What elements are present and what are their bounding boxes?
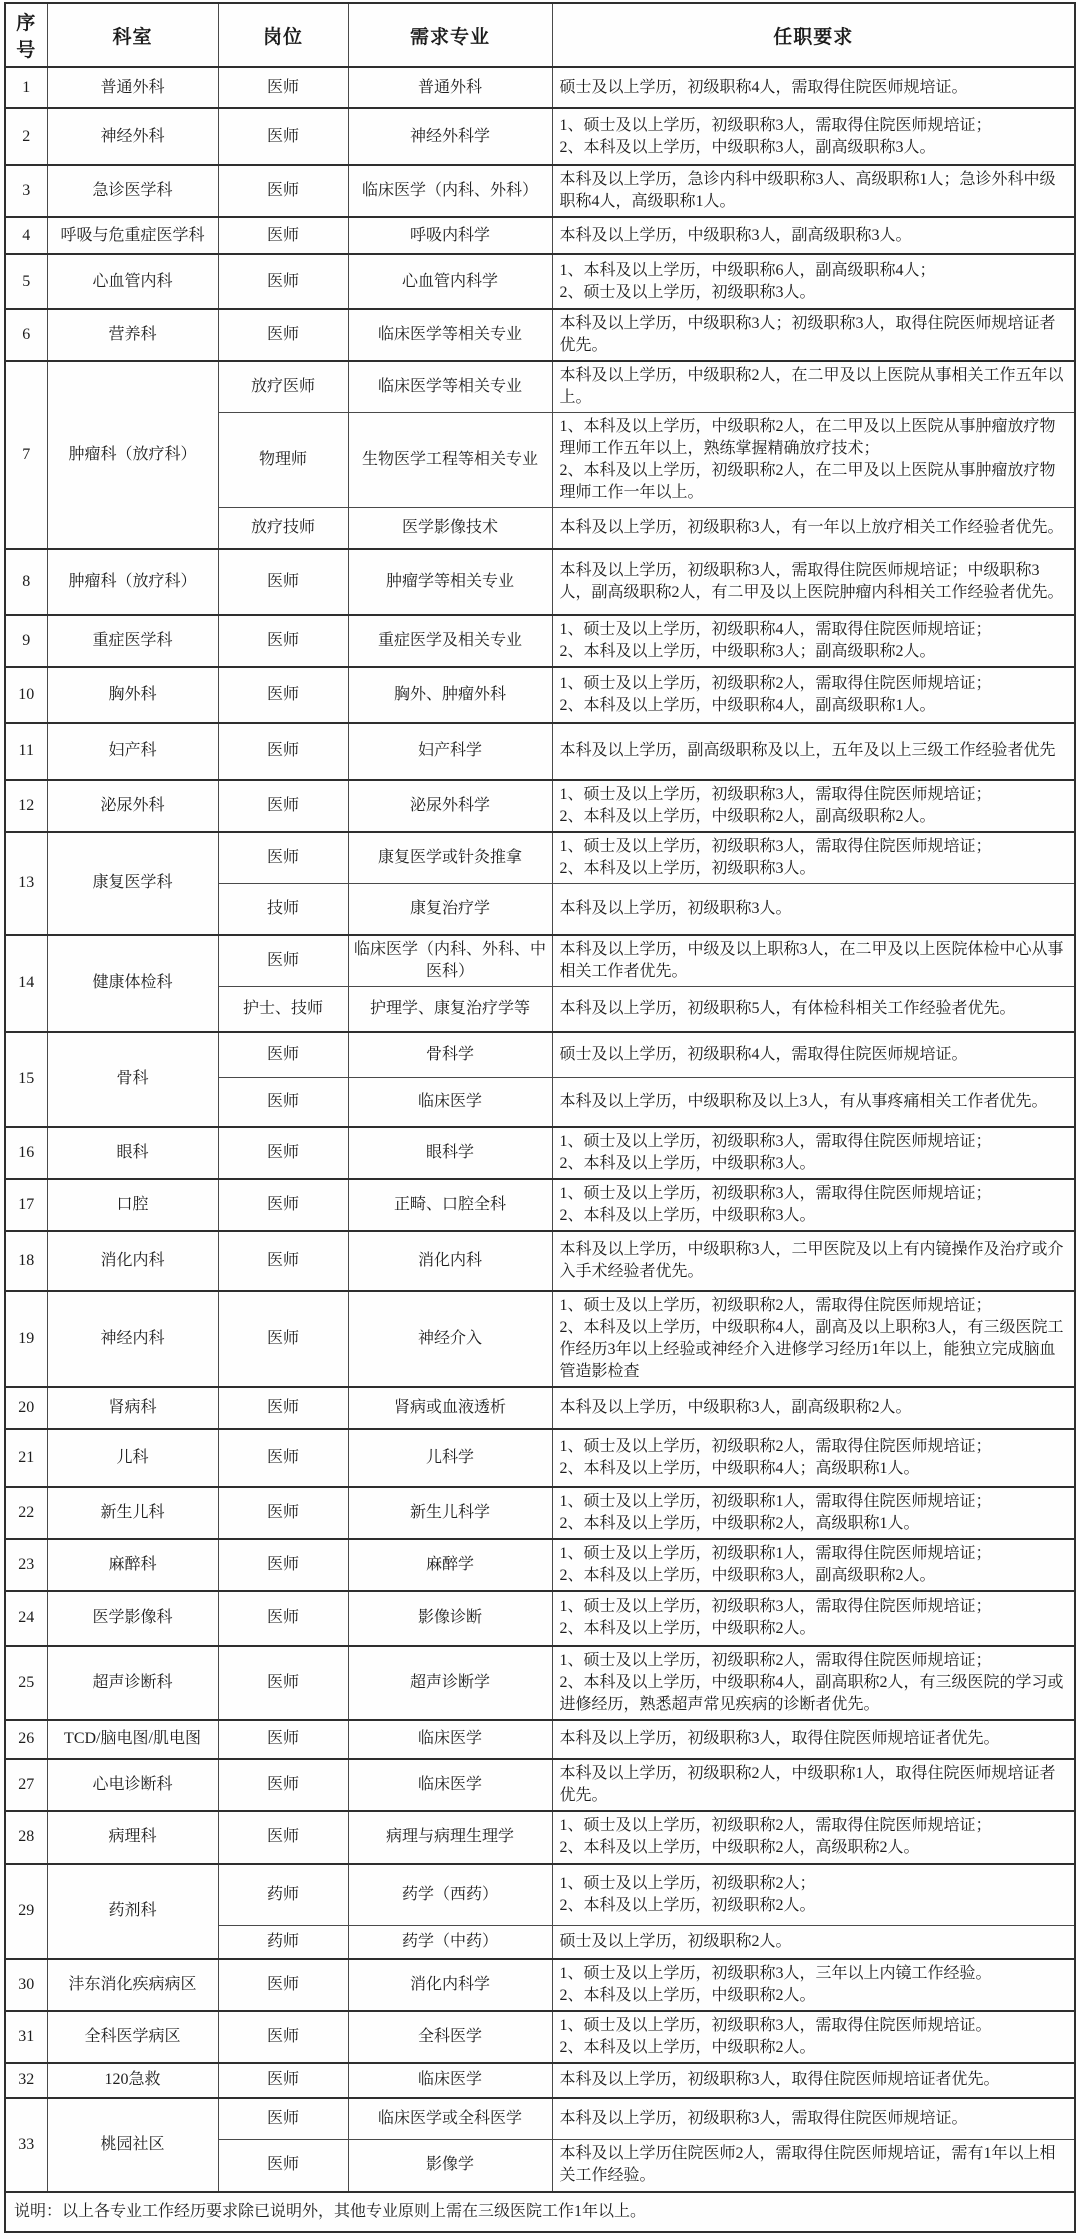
post-cell: 放疗技师 bbox=[218, 508, 348, 549]
requirement-cell bbox=[552, 108, 1075, 165]
requirement-cell bbox=[552, 1429, 1075, 1487]
row-number-cell: 23 bbox=[5, 1539, 47, 1591]
requirement-cell bbox=[552, 1926, 1075, 1959]
table-row bbox=[5, 1032, 1075, 1078]
note-row bbox=[5, 2192, 1075, 2232]
requirement-line: 1、硕士及以上学历，初级职称3人，需取得住院医师规培证； bbox=[559, 1184, 992, 1202]
row-number-cell: 3 bbox=[5, 165, 47, 217]
post-cell: 医师 bbox=[218, 67, 348, 108]
requirement-cell bbox=[552, 217, 1075, 254]
requirement-line: 本科及以上学历，初级职称5人，有体检科相关工作经验者优先。 bbox=[559, 999, 1016, 1017]
table-row bbox=[5, 1759, 1075, 1811]
post-cell: 物理师 bbox=[218, 413, 348, 508]
table-row bbox=[5, 1179, 1075, 1231]
major-cell: 病理与病理生理学 bbox=[348, 1811, 552, 1864]
table-row bbox=[5, 309, 1075, 361]
department-cell: 骨科 bbox=[47, 1032, 218, 1127]
requirement-line: 本科及以上学历，中级职称2人，在二甲及以上医院从事相关工作五年以上。 bbox=[559, 367, 1064, 406]
requirement-cell bbox=[552, 67, 1075, 108]
requirement-line: 本科及以上学历住院医师2人，需取得住院医师规培证，需有1年以上相关工作经验。 bbox=[559, 2145, 1056, 2185]
post-cell: 医师 bbox=[218, 1032, 348, 1078]
department-cell: 肿瘤科（放疗科） bbox=[47, 549, 218, 615]
requirement-cell bbox=[552, 2011, 1075, 2063]
department-cell: 重症医学科 bbox=[47, 615, 218, 667]
requirement-cell bbox=[552, 1078, 1075, 1127]
table-row bbox=[5, 254, 1075, 309]
major-cell: 医学影像技术 bbox=[348, 508, 552, 549]
department-cell: 新生儿科 bbox=[47, 1487, 218, 1539]
major-cell: 临床医学 bbox=[348, 1759, 552, 1811]
requirement-line: 本科及以上学历，初级职称3人，取得住院医师规培证者优先。 bbox=[559, 2071, 1000, 2088]
requirement-line: 2、本科及以上学历，中级职称4人，副高职称2人，有三级医院的学习或进修经历，熟悉超声常见疾病的诊断者优先。 bbox=[559, 1673, 1064, 1713]
post-cell: 药师 bbox=[218, 1926, 348, 1959]
major-cell: 儿科学 bbox=[348, 1429, 552, 1487]
row-number-cell: 28 bbox=[5, 1811, 47, 1864]
table-row bbox=[5, 935, 1075, 987]
header-post: 岗位 bbox=[218, 3, 348, 67]
post-cell: 医师 bbox=[218, 1179, 348, 1231]
requirement-cell bbox=[552, 1291, 1075, 1387]
requirement-cell bbox=[552, 254, 1075, 309]
post-cell: 医师 bbox=[218, 1591, 348, 1646]
requirement-line: 本科及以上学历，初级职称3人，有一年以上放疗相关工作经验者优先。 bbox=[559, 518, 1064, 536]
requirement-cell bbox=[552, 832, 1075, 884]
department-cell: 儿科 bbox=[47, 1429, 218, 1487]
major-cell: 眼科学 bbox=[348, 1127, 552, 1179]
requirement-cell bbox=[552, 1179, 1075, 1231]
row-number-cell: 4 bbox=[5, 217, 47, 254]
major-cell: 神经外科学 bbox=[348, 108, 552, 165]
major-cell: 肿瘤学等相关专业 bbox=[348, 549, 552, 615]
department-cell: 超声诊断科 bbox=[47, 1646, 218, 1720]
major-cell: 护理学、康复治疗学等 bbox=[348, 987, 552, 1032]
row-number-cell: 22 bbox=[5, 1487, 47, 1539]
requirement-line: 2、本科及以上学历，中级职称3人。 bbox=[559, 1206, 816, 1224]
department-cell: 心血管内科 bbox=[47, 254, 218, 309]
department-cell: 呼吸与危重症医学科 bbox=[47, 217, 218, 254]
row-number-cell: 14 bbox=[5, 935, 47, 1032]
row-number-cell: 20 bbox=[5, 1387, 47, 1429]
department-cell: 120急救 bbox=[47, 2063, 218, 2098]
row-number-cell: 29 bbox=[5, 1864, 47, 1959]
major-cell: 临床医学（内科、外科、中医科） bbox=[348, 935, 552, 987]
requirement-cell bbox=[552, 723, 1075, 780]
requirement-line: 本科及以上学历，初级职称3人。 bbox=[559, 899, 792, 917]
header-dept: 科室 bbox=[47, 3, 218, 67]
requirement-line: 1、硕士及以上学历，初级职称3人，需取得住院医师规培证； bbox=[559, 1132, 992, 1150]
post-cell: 医师 bbox=[218, 217, 348, 254]
requirement-cell bbox=[552, 1032, 1075, 1078]
major-cell: 药学（西药） bbox=[348, 1864, 552, 1926]
requirement-cell bbox=[552, 1759, 1075, 1811]
major-cell: 新生儿科学 bbox=[348, 1487, 552, 1539]
row-number-cell: 13 bbox=[5, 832, 47, 936]
header-req: 任职要求 bbox=[552, 3, 1075, 67]
post-cell: 医师 bbox=[218, 1387, 348, 1429]
major-cell: 胸外、肿瘤外科 bbox=[348, 667, 552, 723]
major-cell: 妇产科学 bbox=[348, 723, 552, 780]
requirement-cell bbox=[552, 508, 1075, 549]
table-row bbox=[5, 615, 1075, 667]
row-number-cell: 26 bbox=[5, 1720, 47, 1759]
department-cell: 心电诊断科 bbox=[47, 1759, 218, 1811]
department-cell: 口腔 bbox=[47, 1179, 218, 1231]
post-cell: 医师 bbox=[218, 1429, 348, 1487]
requirement-line: 本科及以上学历，初级职称3人，取得住院医师规培证者优先。 bbox=[559, 1730, 1000, 1747]
major-cell: 临床医学 bbox=[348, 1078, 552, 1127]
major-cell: 骨科学 bbox=[348, 1032, 552, 1078]
requirement-cell bbox=[552, 667, 1075, 723]
header-major: 需求专业 bbox=[348, 3, 552, 67]
requirement-line: 本科及以上学历，初级职称3人，需取得住院医师规培证。 bbox=[559, 2109, 968, 2127]
major-cell: 全科医学 bbox=[348, 2011, 552, 2063]
table-row bbox=[5, 1591, 1075, 1646]
requirement-line: 1、硕士及以上学历，初级职称3人，需取得住院医师规培证； bbox=[559, 785, 992, 803]
requirement-line: 1、本科及以上学历，中级职称2人，在二甲及以上医院从事肿瘤放疗物理师工作五年以上，熟练掌握精确放疗技术； bbox=[559, 418, 1056, 457]
table-row bbox=[5, 723, 1075, 780]
post-cell: 医师 bbox=[218, 1487, 348, 1539]
requirement-cell bbox=[552, 361, 1075, 413]
requirement-cell bbox=[552, 1487, 1075, 1539]
requirement-line: 本科及以上学历，副高级职称及以上，五年及以上三级工作经验者优先 bbox=[559, 742, 1056, 759]
requirement-line: 2、硕士及以上学历，初级职称3人。 bbox=[559, 283, 816, 301]
requirement-line: 2、本科及以上学历，中级职称2人。 bbox=[559, 1986, 816, 2004]
requirement-cell bbox=[552, 935, 1075, 987]
post-cell: 医师 bbox=[218, 1646, 348, 1720]
major-cell: 影像学 bbox=[348, 2140, 552, 2192]
major-cell: 消化内科 bbox=[348, 1231, 552, 1291]
requirement-cell bbox=[552, 2063, 1075, 2098]
major-cell: 神经介入 bbox=[348, 1291, 552, 1387]
major-cell: 肾病或血液透析 bbox=[348, 1387, 552, 1429]
post-cell: 医师 bbox=[218, 723, 348, 780]
major-cell: 药学（中药） bbox=[348, 1926, 552, 1959]
requirement-line: 硕士及以上学历，初级职称4人，需取得住院医师规培证。 bbox=[559, 78, 968, 96]
requirement-cell bbox=[552, 309, 1075, 361]
requirement-cell bbox=[552, 1231, 1075, 1291]
requirement-line: 2、本科及以上学历，中级职称2人。 bbox=[559, 2038, 816, 2056]
requirement-line: 2、本科及以上学历，初级职称3人。 bbox=[559, 859, 816, 877]
row-number-cell: 2 bbox=[5, 108, 47, 165]
requirement-line: 本科及以上学历，中级职称3人，副高级职称2人。 bbox=[559, 1398, 912, 1416]
department-cell: 全科医学病区 bbox=[47, 2011, 218, 2063]
major-cell: 康复医学或针灸推拿 bbox=[348, 832, 552, 884]
requirement-line: 本科及以上学历，中级职称及以上3人，有从事疼痛相关工作者优先。 bbox=[559, 1092, 1048, 1110]
requirement-line: 1、本科及以上学历，中级职称6人，副高级职称4人； bbox=[559, 261, 936, 279]
requirement-line: 2、本科及以上学历，中级职称2人。 bbox=[559, 1620, 816, 1637]
row-number-cell: 25 bbox=[5, 1646, 47, 1720]
post-cell: 医师 bbox=[218, 1127, 348, 1179]
major-cell: 临床医学 bbox=[348, 1720, 552, 1759]
major-cell: 生物医学工程等相关专业 bbox=[348, 413, 552, 508]
table-row bbox=[5, 1127, 1075, 1179]
requirement-cell bbox=[552, 2140, 1075, 2192]
table-row bbox=[5, 1387, 1075, 1429]
major-cell: 泌尿外科学 bbox=[348, 780, 552, 832]
requirement-cell bbox=[552, 549, 1075, 615]
major-cell: 正畸、口腔全科 bbox=[348, 1179, 552, 1231]
requirement-cell bbox=[552, 1720, 1075, 1759]
table-row bbox=[5, 1291, 1075, 1387]
requirement-line: 1、硕士及以上学历，初级职称3人，需取得住院医师规培证； bbox=[559, 1598, 992, 1615]
department-cell: 麻醉科 bbox=[47, 1539, 218, 1591]
post-cell: 医师 bbox=[218, 615, 348, 667]
major-cell: 临床医学等相关专业 bbox=[348, 361, 552, 413]
header-row bbox=[5, 3, 1075, 67]
table-row bbox=[5, 108, 1075, 165]
post-cell: 医师 bbox=[218, 780, 348, 832]
row-number-cell: 19 bbox=[5, 1291, 47, 1387]
requirement-line: 2、本科及以上学历，初级职称2人。 bbox=[559, 1896, 816, 1914]
requirement-line: 本科及以上学历，初级职称2人，中级职称1人，取得住院医师规培证者优先。 bbox=[559, 1764, 1056, 1804]
row-number-cell: 6 bbox=[5, 309, 47, 361]
row-number-cell: 10 bbox=[5, 667, 47, 723]
post-cell: 医师 bbox=[218, 1811, 348, 1864]
requirement-cell bbox=[552, 1127, 1075, 1179]
requirement-line: 1、硕士及以上学历，初级职称3人，三年以上内镜工作经验。 bbox=[559, 1964, 992, 1982]
requirement-line: 1、硕士及以上学历，初级职称2人； bbox=[559, 1874, 816, 1892]
department-cell: 胸外科 bbox=[47, 667, 218, 723]
department-cell: 普通外科 bbox=[47, 67, 218, 108]
requirement-line: 1、硕士及以上学历，初级职称1人，需取得住院医师规培证； bbox=[559, 1544, 992, 1562]
major-cell: 临床医学或全科医学 bbox=[348, 2098, 552, 2140]
post-cell: 医师 bbox=[218, 1720, 348, 1759]
requirement-cell bbox=[552, 1811, 1075, 1864]
table-row bbox=[5, 1646, 1075, 1720]
post-cell: 医师 bbox=[218, 667, 348, 723]
row-number-cell: 18 bbox=[5, 1231, 47, 1291]
table-row bbox=[5, 2011, 1075, 2063]
table-row bbox=[5, 1720, 1075, 1759]
row-number-cell: 1 bbox=[5, 67, 47, 108]
table-row bbox=[5, 1231, 1075, 1291]
post-cell: 医师 bbox=[218, 254, 348, 309]
post-cell: 医师 bbox=[218, 1759, 348, 1811]
header-no: 序号 bbox=[5, 3, 47, 67]
requirement-cell bbox=[552, 987, 1075, 1032]
row-number-cell: 24 bbox=[5, 1591, 47, 1646]
requirement-line: 2、本科及以上学历，中级职称4人；高级职称1人。 bbox=[559, 1459, 920, 1477]
major-cell: 临床医学（内科、外科） bbox=[348, 165, 552, 217]
department-cell: 病理科 bbox=[47, 1811, 218, 1864]
department-cell: 医学影像科 bbox=[47, 1591, 218, 1646]
department-cell: 肿瘤科（放疗科） bbox=[47, 361, 218, 549]
requirement-line: 2、本科及以上学历，中级职称2人，高级职称2人。 bbox=[559, 1839, 920, 1856]
table-row bbox=[5, 217, 1075, 254]
major-cell: 超声诊断学 bbox=[348, 1646, 552, 1720]
recruitment-table bbox=[4, 2, 1076, 2233]
post-cell: 放疗医师 bbox=[218, 361, 348, 413]
requirement-line: 1、硕士及以上学历，初级职称3人，需取得住院医师规培证； bbox=[559, 116, 992, 134]
requirement-line: 1、硕士及以上学历，初级职称2人，需取得住院医师规培证； bbox=[559, 1817, 992, 1834]
requirement-cell bbox=[552, 615, 1075, 667]
major-cell: 临床医学 bbox=[348, 2063, 552, 2098]
requirement-cell bbox=[552, 1646, 1075, 1720]
department-cell: 眼科 bbox=[47, 1127, 218, 1179]
row-number-cell: 31 bbox=[5, 2011, 47, 2063]
requirement-cell bbox=[552, 165, 1075, 217]
department-cell: 消化内科 bbox=[47, 1231, 218, 1291]
row-number-cell: 33 bbox=[5, 2098, 47, 2192]
requirement-cell bbox=[552, 2098, 1075, 2140]
post-cell: 医师 bbox=[218, 1959, 348, 2011]
row-number-cell: 9 bbox=[5, 615, 47, 667]
department-cell: 康复医学科 bbox=[47, 832, 218, 936]
post-cell: 医师 bbox=[218, 108, 348, 165]
requirement-line: 1、硕士及以上学历，初级职称2人，需取得住院医师规培证； bbox=[559, 1296, 992, 1314]
table-row bbox=[5, 67, 1075, 108]
major-cell: 康复治疗学 bbox=[348, 883, 552, 935]
department-cell: 桃园社区 bbox=[47, 2098, 218, 2192]
requirement-line: 2、本科及以上学历，中级职称3人，副高级职称2人。 bbox=[559, 1566, 936, 1584]
post-cell: 医师 bbox=[218, 165, 348, 217]
table-row bbox=[5, 1864, 1075, 1926]
department-cell: 妇产科 bbox=[47, 723, 218, 780]
post-cell: 技师 bbox=[218, 883, 348, 935]
department-cell: 泌尿外科 bbox=[47, 780, 218, 832]
requirement-line: 2、本科及以上学历，中级职称2人，副高级职称2人。 bbox=[559, 807, 936, 825]
row-number-cell: 32 bbox=[5, 2063, 47, 2098]
requirement-line: 1、硕士及以上学历，初级职称2人，需取得住院医师规培证； bbox=[559, 674, 992, 692]
row-number-cell: 5 bbox=[5, 254, 47, 309]
department-cell: 药剂科 bbox=[47, 1864, 218, 1959]
table-row bbox=[5, 549, 1075, 615]
requirement-line: 1、硕士及以上学历，初级职称1人，需取得住院医师规培证； bbox=[559, 1492, 992, 1510]
department-cell: 营养科 bbox=[47, 309, 218, 361]
post-cell: 医师 bbox=[218, 1539, 348, 1591]
post-cell: 医师 bbox=[218, 2011, 348, 2063]
requirement-line: 2、本科及以上学历，中级职称4人，副高及以上职称3人，有三级医院工作经历3年以上经验或神经介入进修学习经历1年以上，能独立完成脑血管造影检查 bbox=[559, 1318, 1064, 1380]
requirement-line: 1、硕士及以上学历，初级职称3人，需取得住院医师规培证。 bbox=[559, 2016, 992, 2034]
post-cell: 医师 bbox=[218, 549, 348, 615]
major-cell: 临床医学等相关专业 bbox=[348, 309, 552, 361]
post-cell: 护士、技师 bbox=[218, 987, 348, 1032]
requirement-line: 1、硕士及以上学历，初级职称4人，需取得住院医师规培证； bbox=[559, 620, 992, 638]
post-cell: 医师 bbox=[218, 1231, 348, 1291]
requirement-line: 本科及以上学历，中级及以上职称3人，在二甲及以上医院体检中心从事相关工作者优先。 bbox=[559, 941, 1064, 980]
row-number-cell: 16 bbox=[5, 1127, 47, 1179]
row-number-cell: 17 bbox=[5, 1179, 47, 1231]
post-cell: 医师 bbox=[218, 2063, 348, 2098]
major-cell: 普通外科 bbox=[348, 67, 552, 108]
note-cell: 说明：以上各专业工作经历要求除已说明外，其他专业原则上需在三级医院工作1年以上。 bbox=[5, 2192, 1075, 2232]
requirement-line: 2、本科及以上学历，中级职称3人。 bbox=[559, 1154, 816, 1172]
requirement-line: 本科及以上学历，中级职称3人，二甲医院及以上有内镜操作及治疗或介入手术经验者优先。 bbox=[559, 1240, 1064, 1280]
post-cell: 医师 bbox=[218, 2098, 348, 2140]
requirement-line: 2、本科及以上学历，中级职称4人，副高级职称1人。 bbox=[559, 696, 936, 714]
department-cell: 神经外科 bbox=[47, 108, 218, 165]
row-number-cell: 27 bbox=[5, 1759, 47, 1811]
table-row bbox=[5, 1959, 1075, 2011]
requirement-line: 2、本科及以上学历，中级职称3人，副高级职称3人。 bbox=[559, 138, 936, 156]
department-cell: 神经内科 bbox=[47, 1291, 218, 1387]
requirement-cell bbox=[552, 1959, 1075, 2011]
table-row bbox=[5, 165, 1075, 217]
table-row bbox=[5, 2098, 1075, 2140]
row-number-cell: 30 bbox=[5, 1959, 47, 2011]
major-cell: 重症医学及相关专业 bbox=[348, 615, 552, 667]
post-cell: 医师 bbox=[218, 1078, 348, 1127]
requirement-line: 本科及以上学历，急诊内科中级职称3人、高级职称1人；急诊外科中级职称4人，高级职称1人。 bbox=[559, 171, 1056, 210]
requirement-line: 1、硕士及以上学历，初级职称3人，需取得住院医师规培证； bbox=[559, 837, 992, 855]
requirement-line: 2、本科及以上学历，初级职称2人，在二甲及以上医院从事肿瘤放疗物理师工作一年以上。 bbox=[559, 462, 1056, 501]
requirement-cell bbox=[552, 780, 1075, 832]
requirement-cell bbox=[552, 413, 1075, 508]
row-number-cell: 12 bbox=[5, 780, 47, 832]
table-row bbox=[5, 1429, 1075, 1487]
table-row bbox=[5, 2063, 1075, 2098]
post-cell: 医师 bbox=[218, 2140, 348, 2192]
row-number-cell: 15 bbox=[5, 1032, 47, 1127]
major-cell: 消化内科学 bbox=[348, 1959, 552, 2011]
requirement-cell bbox=[552, 883, 1075, 935]
requirement-line: 本科及以上学历，中级职称3人；初级职称3人，取得住院医师规培证者优先。 bbox=[559, 315, 1056, 354]
requirement-line: 硕士及以上学历，初级职称4人，需取得住院医师规培证。 bbox=[559, 1045, 968, 1063]
requirement-line: 2、本科及以上学历，中级职称3人；副高级职称2人。 bbox=[559, 642, 936, 660]
requirement-line: 2、本科及以上学历，中级职称2人，高级职称1人。 bbox=[559, 1514, 920, 1532]
post-cell: 医师 bbox=[218, 309, 348, 361]
department-cell: 沣东消化疾病病区 bbox=[47, 1959, 218, 2011]
requirement-cell bbox=[552, 1864, 1075, 1926]
table-body bbox=[5, 67, 1075, 2192]
table-row bbox=[5, 667, 1075, 723]
department-cell: 肾病科 bbox=[47, 1387, 218, 1429]
requirement-cell bbox=[552, 1591, 1075, 1646]
table-row bbox=[5, 832, 1075, 884]
major-cell: 呼吸内科学 bbox=[348, 217, 552, 254]
table-row bbox=[5, 1487, 1075, 1539]
requirement-cell bbox=[552, 1387, 1075, 1429]
requirement-cell bbox=[552, 1539, 1075, 1591]
table-row bbox=[5, 780, 1075, 832]
requirement-line: 硕士及以上学历，初级职称2人。 bbox=[559, 1932, 792, 1950]
post-cell: 医师 bbox=[218, 832, 348, 884]
major-cell: 心血管内科学 bbox=[348, 254, 552, 309]
requirement-line: 本科及以上学历，中级职称3人，副高级职称3人。 bbox=[559, 226, 912, 244]
department-cell: TCD/脑电图/肌电图 bbox=[47, 1720, 218, 1759]
table-row bbox=[5, 1539, 1075, 1591]
requirement-line: 1、硕士及以上学历，初级职称2人，需取得住院医师规培证； bbox=[559, 1437, 992, 1455]
major-cell: 麻醉学 bbox=[348, 1539, 552, 1591]
row-number-cell: 8 bbox=[5, 549, 47, 615]
department-cell: 健康体检科 bbox=[47, 935, 218, 1032]
table-row bbox=[5, 361, 1075, 413]
major-cell: 影像诊断 bbox=[348, 1591, 552, 1646]
row-number-cell: 7 bbox=[5, 361, 47, 549]
post-cell: 医师 bbox=[218, 1291, 348, 1387]
post-cell: 药师 bbox=[218, 1864, 348, 1926]
requirement-line: 本科及以上学历，初级职称3人，需取得住院医师规培证；中级职称3人，副高级职称2人，有二甲及以上医院肿瘤内科相关工作经验者优先。 bbox=[559, 561, 1064, 601]
row-number-cell: 21 bbox=[5, 1429, 47, 1487]
post-cell: 医师 bbox=[218, 935, 348, 987]
table-row bbox=[5, 1811, 1075, 1864]
department-cell: 急诊医学科 bbox=[47, 165, 218, 217]
requirement-line: 1、硕士及以上学历，初级职称2人，需取得住院医师规培证； bbox=[559, 1651, 992, 1669]
row-number-cell: 11 bbox=[5, 723, 47, 780]
